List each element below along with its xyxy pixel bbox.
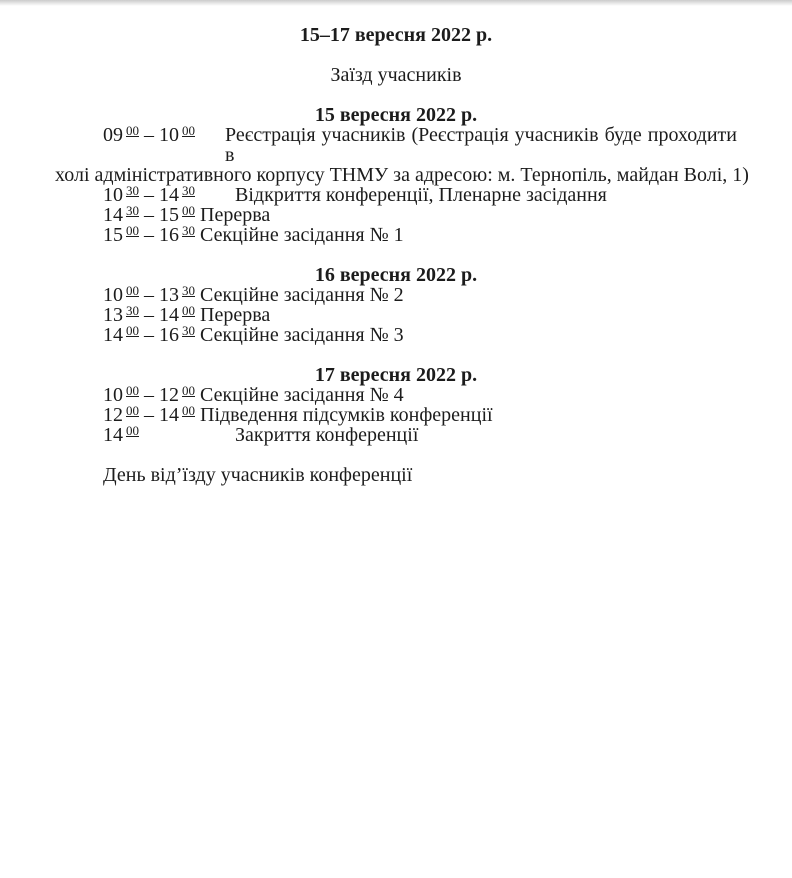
end-minutes: 30 — [182, 283, 195, 298]
end-hour: 12 — [159, 384, 179, 406]
start-minutes: 00 — [126, 283, 139, 298]
dash: – — [144, 204, 154, 226]
end-minutes: 00 — [182, 383, 195, 398]
end-hour: 16 — [159, 224, 179, 246]
start-minutes: 00 — [126, 423, 139, 438]
time-range — [103, 425, 235, 445]
day-section-16 — [55, 265, 737, 345]
dash: – — [144, 124, 154, 146]
end-hour: 14 — [159, 404, 179, 426]
day-heading: 17 вересня 2022 р. — [314, 364, 478, 386]
time-range — [103, 385, 195, 405]
time-range — [103, 305, 195, 325]
start-hour: 10 — [103, 284, 123, 306]
day-section-15 — [55, 104, 749, 246]
schedule-row — [55, 205, 737, 225]
start-hour: 10 — [103, 184, 123, 206]
event-description: Секційне засідання № 3 — [200, 324, 404, 346]
start-hour: 12 — [103, 404, 123, 426]
start-minutes: 30 — [126, 183, 139, 198]
event-description: Відкриття конференції, Пленарне засідання — [235, 184, 607, 206]
dash: – — [144, 184, 154, 206]
top-edge-strip — [0, 0, 792, 6]
end-minutes: 30 — [182, 323, 195, 338]
schedule-row — [55, 405, 737, 425]
dash: – — [144, 404, 154, 426]
time-range — [103, 125, 195, 165]
end-minutes: 30 — [182, 183, 195, 198]
dash: – — [144, 224, 154, 246]
end-hour: 14 — [159, 184, 179, 206]
end-minutes: 00 — [182, 123, 195, 138]
event-description-continued: холі адміністративного корпусу ТНМУ за адресою: м. Тернопіль, майдан Волі, 1) — [55, 164, 749, 186]
end-minutes: 30 — [182, 223, 195, 238]
event-description: Перерва — [200, 204, 271, 226]
start-minutes: 00 — [126, 403, 139, 418]
start-minutes: 30 — [126, 203, 139, 218]
time-range — [103, 205, 195, 225]
page-title: 15–17 вересня 2022 р. — [299, 24, 493, 46]
start-minutes: 30 — [126, 303, 139, 318]
event-description: Секційне засідання № 2 — [200, 284, 404, 306]
schedule-row — [55, 305, 737, 325]
start-minutes: 00 — [126, 323, 139, 338]
schedule-row — [55, 185, 737, 205]
event-description: Секційне засідання № 4 — [200, 384, 404, 406]
end-hour: 10 — [159, 124, 179, 146]
end-hour: 15 — [159, 204, 179, 226]
dash: – — [144, 284, 154, 306]
schedule-row — [55, 123, 749, 186]
arrival-note: Заїзд учасників — [330, 64, 462, 86]
time-range — [103, 225, 195, 245]
start-minutes: 00 — [126, 223, 139, 238]
end-minutes: 00 — [182, 203, 195, 218]
time-range — [103, 405, 195, 425]
event-description: Реєстрація учасників (Реєстрація учасників буде проходити в — [225, 124, 737, 166]
end-hour: 16 — [159, 324, 179, 346]
day-section-17 — [55, 365, 737, 445]
departure-note: День від’їзду учасників конференції — [103, 464, 413, 486]
day-heading: 16 вересня 2022 р. — [314, 264, 478, 286]
time-range — [103, 325, 195, 345]
schedule-row — [55, 225, 737, 245]
start-hour: 14 — [103, 424, 123, 446]
event-description: Перерва — [200, 304, 271, 326]
end-minutes: 00 — [182, 303, 195, 318]
end-hour: 13 — [159, 284, 179, 306]
start-hour: 09 — [103, 124, 123, 146]
schedule-row — [55, 325, 737, 345]
start-hour: 15 — [103, 224, 123, 246]
time-range — [103, 285, 195, 305]
dash: – — [144, 324, 154, 346]
tab-spacer — [195, 125, 225, 165]
start-hour: 10 — [103, 384, 123, 406]
end-minutes: 00 — [182, 403, 195, 418]
start-hour: 14 — [103, 204, 123, 226]
start-minutes: 00 — [126, 123, 139, 138]
start-minutes: 00 — [126, 383, 139, 398]
schedule-row — [55, 385, 737, 405]
start-hour: 14 — [103, 324, 123, 346]
end-hour: 14 — [159, 304, 179, 326]
schedule-row — [55, 425, 737, 445]
dash: – — [144, 304, 154, 326]
event-description: Підведення підсумків конференції — [200, 404, 493, 426]
day-heading: 15 вересня 2022 р. — [314, 104, 478, 126]
event-description: Закриття конференції — [235, 424, 419, 446]
schedule-row — [55, 285, 737, 305]
dash: – — [144, 384, 154, 406]
start-hour: 13 — [103, 304, 123, 326]
event-description: Секційне засідання № 1 — [200, 224, 404, 246]
row-line1 — [55, 125, 737, 165]
time-range — [103, 185, 235, 205]
